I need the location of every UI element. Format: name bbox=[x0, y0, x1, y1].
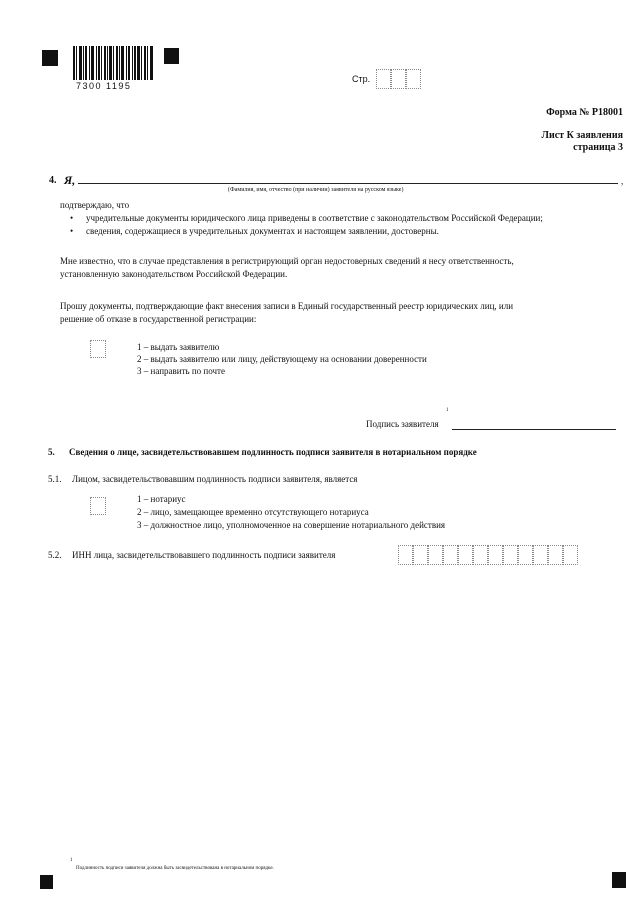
footnote-mark: 1 bbox=[70, 858, 73, 863]
bullet-text-1: учредительные документы юридического лица приведены в соответствие с законодательством Российской Федерации; bbox=[86, 213, 543, 223]
inn-cell[interactable] bbox=[458, 545, 473, 565]
bullet-marker: • bbox=[70, 226, 74, 236]
inn-cell[interactable] bbox=[563, 545, 578, 565]
delivery-option-2: 2 – выдать заявителю или лицу, действующему на основании доверенности bbox=[137, 354, 427, 364]
inn-cell[interactable] bbox=[398, 545, 413, 565]
barcode-graphic bbox=[73, 46, 153, 80]
sheet-page: страница 3 bbox=[573, 142, 623, 153]
delivery-option-3: 3 – направить по почте bbox=[137, 366, 225, 376]
inn-cell[interactable] bbox=[473, 545, 488, 565]
certifier-type-box[interactable] bbox=[90, 497, 106, 515]
corner-marker-top-left bbox=[42, 50, 58, 66]
inn-cell[interactable] bbox=[428, 545, 443, 565]
q52-number: 5.2. bbox=[48, 550, 62, 560]
corner-marker-top-right bbox=[164, 48, 179, 64]
signature-footnote-mark: 1 bbox=[446, 408, 449, 413]
section4-number: 4. bbox=[49, 175, 57, 186]
inn-cell[interactable] bbox=[488, 545, 503, 565]
section5-title: Сведения о лице, засвидетельствовавшем подлинность подписи заявителя в нотариальном порядке bbox=[69, 447, 477, 457]
bullet-marker: • bbox=[70, 213, 74, 223]
responsibility-line-1: Мне известно, что в случае представления в регистрирующий орган недостоверных сведений я несу ответственность, bbox=[60, 256, 514, 266]
page-number-cell[interactable] bbox=[406, 69, 421, 89]
delivery-option-box[interactable] bbox=[90, 340, 106, 358]
page-number-cell[interactable] bbox=[391, 69, 406, 89]
signature-field[interactable] bbox=[452, 429, 616, 430]
signature-label: Подпись заявителя bbox=[366, 419, 439, 429]
inn-cell[interactable] bbox=[503, 545, 518, 565]
certifier-type-cell[interactable] bbox=[90, 497, 106, 515]
barcode-number: 7300 1195 bbox=[76, 81, 132, 91]
applicant-name-hint: (Фамилия, имя, отчество (при наличии) заявителя на русском языке) bbox=[228, 187, 404, 193]
confirm-text: подтверждаю, что bbox=[60, 200, 130, 210]
page-number-cells[interactable] bbox=[376, 69, 421, 89]
page-number-cell[interactable] bbox=[376, 69, 391, 89]
sheet-title: Лист К заявления bbox=[541, 130, 623, 141]
inn-cell[interactable] bbox=[443, 545, 458, 565]
form-number: Форма № Р18001 bbox=[546, 107, 623, 118]
q51-number: 5.1. bbox=[48, 474, 62, 484]
section4-ya: Я, bbox=[64, 173, 76, 187]
applicant-name-field[interactable] bbox=[78, 183, 618, 184]
certifier-option-3: 3 – должностное лицо, уполномоченное на совершение нотариального действия bbox=[137, 520, 446, 530]
page-number-label: Стр. bbox=[352, 74, 371, 84]
inn-cell[interactable] bbox=[533, 545, 548, 565]
corner-marker-bottom-right bbox=[612, 872, 626, 888]
inn-cell[interactable] bbox=[413, 545, 428, 565]
inn-cell[interactable] bbox=[518, 545, 533, 565]
q51-text: Лицом, засвидетельствовавшим подлинность подписи заявителя, является bbox=[72, 474, 358, 484]
section5-number: 5. bbox=[48, 447, 55, 457]
request-line-2: решение об отказе в государственной регистрации: bbox=[60, 314, 257, 324]
applicant-name-end-comma: , bbox=[621, 176, 624, 186]
inn-cells[interactable] bbox=[398, 545, 578, 565]
corner-marker-bottom-left bbox=[40, 875, 53, 889]
responsibility-line-2: установленную законодательством Российской Федерации. bbox=[60, 269, 288, 279]
q52-text: ИНН лица, засвидетельствовавшего подлинность подписи заявителя bbox=[72, 550, 336, 560]
request-line-1: Прошу документы, подтверждающие факт внесения записи в Единый государственный реестр юридических лиц, или bbox=[60, 301, 514, 311]
inn-cell[interactable] bbox=[548, 545, 563, 565]
delivery-option-1: 1 – выдать заявителю bbox=[137, 342, 220, 352]
delivery-option-cell[interactable] bbox=[90, 340, 106, 358]
certifier-option-2: 2 – лицо, замещающее временно отсутствующего нотариуса bbox=[137, 507, 369, 517]
certifier-option-1: 1 – нотариус bbox=[137, 494, 186, 504]
bullet-text-2: сведения, содержащиеся в учредительных документах и настоящем заявлении, достоверны. bbox=[86, 226, 439, 236]
footnote-text: Подлинность подписи заявителя должна быть засвидетельствована в нотариальном порядке. bbox=[76, 866, 274, 871]
